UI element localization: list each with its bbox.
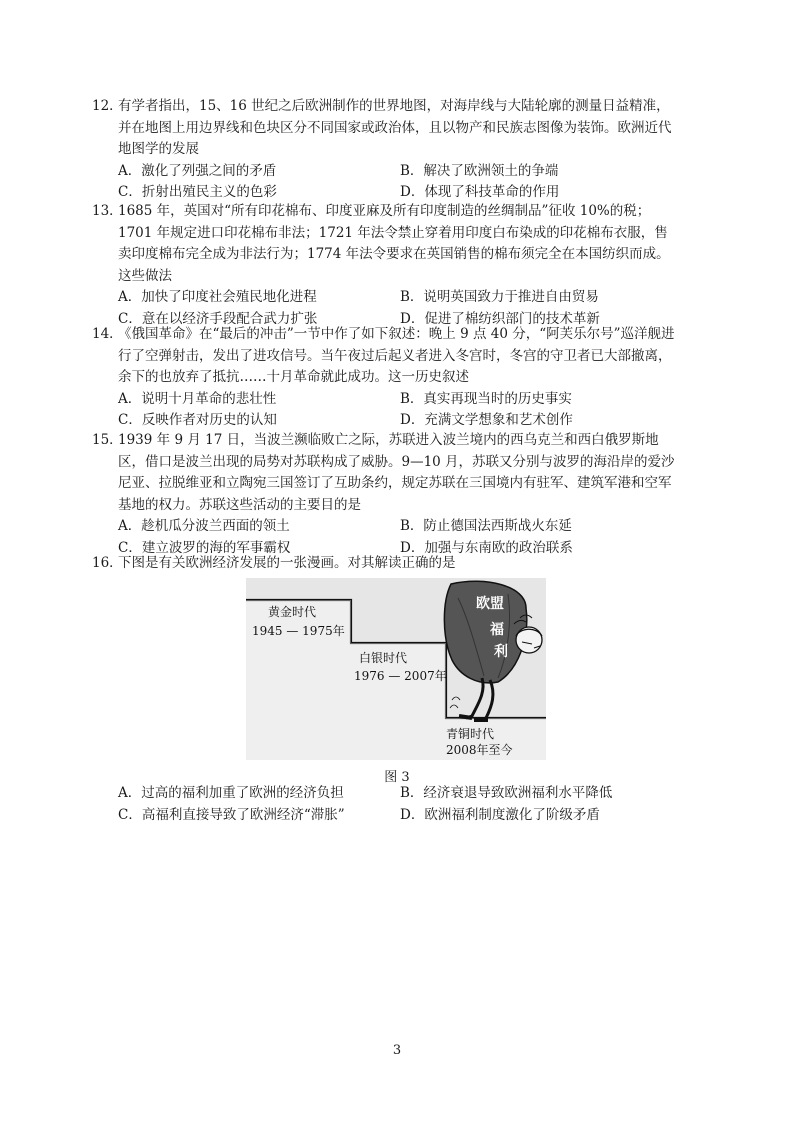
option-a: A．加快了印度社会殖民地化进程 — [118, 289, 317, 305]
question-stem: 有学者指出，15、16 世纪之后欧洲制作的世界地图，对海岸线与大陆轮廓的测量日益精准，并在地图上用边界线和色块区分不同国家或政治体，且以物产和民族志图像为装饰。欧洲近代地图学的发展 — [118, 98, 672, 157]
options — [118, 389, 678, 432]
bronze-age-label: 青铜时代 — [446, 727, 495, 741]
question-number: 16． — [92, 555, 123, 571]
question-15 — [92, 430, 678, 559]
bag-text-li: 利 — [494, 644, 508, 660]
option-a: A．过高的福利加重了欧洲的经济负担 — [118, 785, 344, 801]
question-number: 13． — [92, 203, 123, 219]
bronze-age-years: 2008年至今 — [446, 743, 513, 757]
golden-age-years: 1945 — 1975年 — [252, 624, 345, 638]
option-d: D．欧洲福利制度激化了阶级矛盾 — [400, 806, 600, 823]
option-b: B．经济衰退导致欧洲福利水平降低 — [400, 785, 613, 801]
silver-age-label: 白银时代 — [359, 651, 408, 665]
option-c: C．意在以经济手段配合武力扩张 — [118, 310, 318, 327]
options — [118, 783, 678, 826]
option-d: D．充满文学想象和艺术创作 — [400, 412, 573, 428]
option-b: B．解决了欧洲领土的争端 — [400, 162, 559, 179]
golden-age-label: 黄金时代 — [268, 605, 317, 619]
option-a: A．说明十月革命的悲壮性 — [118, 390, 277, 407]
question-13 — [92, 201, 678, 330]
options — [118, 161, 678, 204]
option-c: C．反映作者对历史的认知 — [118, 412, 277, 428]
option-c: C．折射出殖民主义的色彩 — [118, 184, 277, 200]
option-a: A．趁机瓜分波兰西面的领土 — [118, 518, 290, 534]
option-a: A．激化了列强之间的矛盾 — [118, 162, 277, 179]
question-12 — [92, 96, 678, 204]
question-number: 14． — [92, 326, 123, 342]
option-b: B．说明英国致力于推进自由贸易 — [400, 289, 599, 305]
option-b: B．防止德国法西斯战火东延 — [400, 518, 572, 534]
question-stem: 1939 年 9 月 17 日，当波兰濒临败亡之际，苏联进入波兰境内的西乌克兰和西白俄罗斯地区，借口是波兰出现的局势对苏联构成了威胁。9—10 月，苏联又分别与波罗的海沿岸的爱沙尼亚、拉脱维亚和立陶宛三国签订了互助条约，规定苏联在三国境内有驻军、建筑军港和空军基地的权力。苏联这些活动的主要目的是 — [118, 432, 675, 513]
option-b: B．真实再现当时的历史事实 — [400, 390, 572, 407]
question-number: 15． — [92, 432, 123, 448]
option-c: C．高福利直接导致了欧洲经济“滞胀” — [118, 806, 345, 823]
option-c: C．建立波罗的海的军事霸权 — [118, 539, 291, 556]
question-16 — [92, 553, 678, 575]
question-number: 12． — [92, 98, 123, 114]
question-16-options — [118, 783, 678, 826]
bag-text-fu: 福 — [490, 622, 504, 638]
welfare-cartoon — [246, 578, 546, 760]
bag-text-eu: 欧盟 — [476, 596, 504, 612]
question-stem: 《俄国革命》在“最后的冲击”一节中作了如下叙述：晚上 9 点 40 分，“阿芙乐尔号”巡洋舰进行了空弹射击，发出了进攻信号。当午夜过后起义者进入冬宫时，冬宫的守卫者已大部撤离，余下的也放弃了抵抗……十月革命就此成功。这一历史叙述 — [118, 326, 675, 385]
question-stem: 1685 年，英国对“所有印花棉布、印度亚麻及所有印度制造的丝绸制品”征收 10%的税；1701 年规定进口印花棉布非法；1721 年法令禁止穿着用印度白布染成的印花棉布衣服，售卖印度棉布完全成为非法行为；1774 年法令要求在英国销售的棉布须完全在本国纺织而成。这些做法 — [118, 203, 670, 284]
question-stem: 下图是有关欧洲经济发展的一张漫画。对其解读正确的是 — [118, 555, 456, 571]
figure-caption: 图 3 — [384, 770, 410, 785]
question-14 — [92, 324, 678, 432]
option-d: D．促进了棉纺织部门的技术革新 — [400, 310, 600, 327]
page-number: 3 — [392, 1043, 402, 1058]
option-d: D．体现了科技革命的作用 — [400, 184, 560, 200]
silver-age-years: 1976 — 2007年 — [354, 669, 447, 683]
option-d: D．加强与东南欧的政治联系 — [400, 539, 573, 556]
